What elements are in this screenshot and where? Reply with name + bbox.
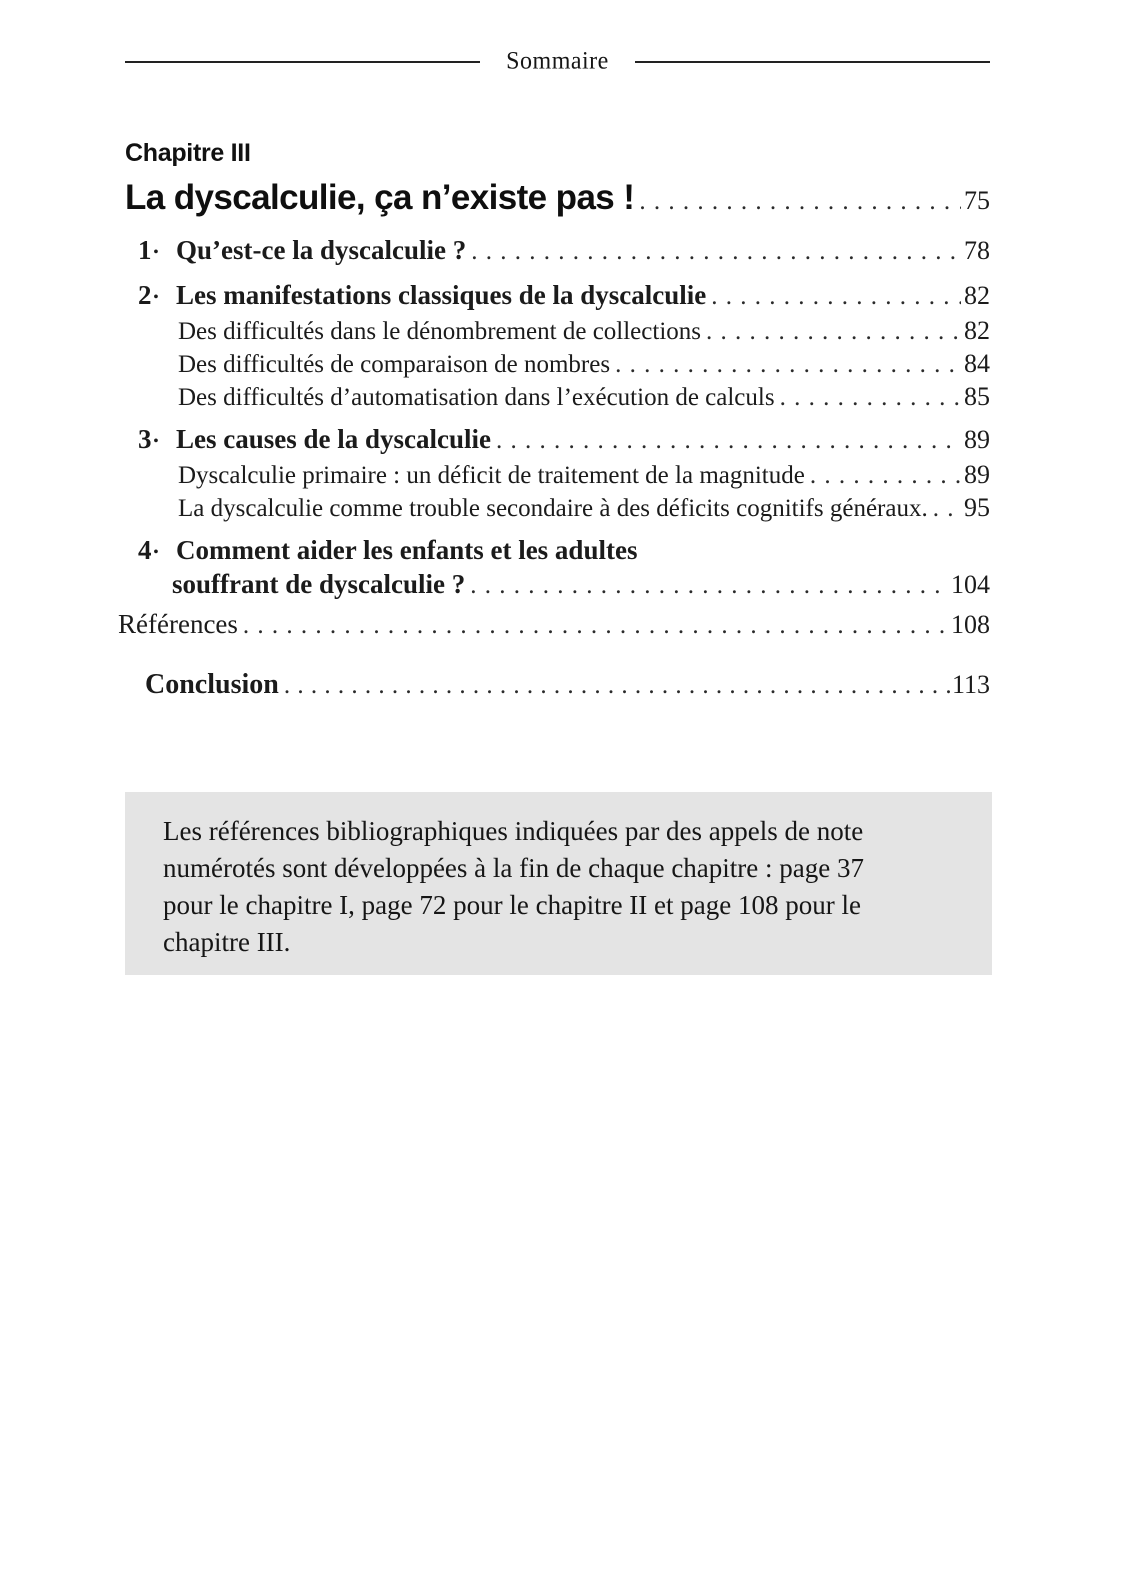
sub-label: Des difficultés de comparaison de nombres bbox=[178, 350, 611, 378]
dot-leader bbox=[470, 571, 948, 601]
sub-label: Dyscalculie primaire : un déficit de traitement de la magnitude bbox=[178, 461, 805, 489]
bullet-icon: • bbox=[153, 288, 159, 305]
chapter-title: La dyscalculie, ça n’existe pas ! bbox=[125, 178, 635, 217]
bullet-icon: • bbox=[153, 543, 159, 560]
toc-row-sub-1 bbox=[125, 315, 990, 347]
dot-leader bbox=[711, 280, 961, 313]
toc-row-section-3 bbox=[125, 423, 990, 458]
toc-row-section-2 bbox=[125, 279, 990, 314]
toc-row-references bbox=[118, 608, 990, 642]
page-number: 89 bbox=[964, 459, 990, 489]
dot-leader bbox=[706, 316, 961, 347]
toc-row-section-4-line2 bbox=[125, 569, 990, 601]
toc-row-section-4-line1 bbox=[125, 534, 990, 569]
page-number: 75 bbox=[964, 186, 990, 215]
sub-label: Des difficultés d’automatisation dans l’exécution de calculs bbox=[178, 383, 775, 411]
bullet-icon: • bbox=[153, 432, 159, 449]
dot-leader bbox=[780, 382, 961, 413]
page-header bbox=[125, 48, 990, 75]
note-line: numérotés sont développées à la fin de chaque chapitre : page 37 bbox=[163, 853, 864, 883]
dot-leader bbox=[933, 493, 961, 524]
sub-label: La dyscalculie comme trouble secondaire à des déficits cognitifs généraux. bbox=[178, 494, 928, 522]
section-number: 3 • bbox=[138, 423, 159, 454]
page-number: 78 bbox=[964, 236, 990, 265]
page-number: 85 bbox=[964, 381, 990, 411]
bullet-icon: • bbox=[153, 243, 159, 260]
table-of-contents bbox=[118, 138, 990, 703]
page-number: 108 bbox=[951, 609, 990, 639]
sub-label: Des difficultés dans le dénombrement de collections bbox=[178, 317, 701, 345]
conclusion-label: Conclusion bbox=[145, 668, 279, 700]
header-rule-right bbox=[635, 61, 990, 63]
page-number: 89 bbox=[964, 424, 990, 454]
chapter-label: Chapitre III bbox=[125, 139, 251, 167]
toc-row-sub-4 bbox=[125, 459, 990, 491]
dot-leader bbox=[471, 235, 961, 268]
page-number: 82 bbox=[964, 315, 990, 345]
note-line: Les références bibliographiques indiquées par des appels de note bbox=[163, 816, 864, 846]
section-label: Qu’est-ce la dyscalculie ? bbox=[176, 235, 467, 265]
dot-leader bbox=[284, 669, 952, 703]
toc-row-chapter-title bbox=[125, 176, 990, 224]
dot-leader bbox=[243, 609, 948, 642]
note-line: pour le chapitre I, page 72 pour le chapitre II et page 108 pour le bbox=[163, 890, 861, 920]
dot-leader bbox=[810, 460, 961, 491]
references-label: Références bbox=[118, 608, 238, 639]
toc-row-sub-3 bbox=[125, 381, 990, 413]
section-number: 4 • bbox=[138, 534, 159, 565]
page-header-title: Sommaire bbox=[506, 47, 609, 75]
toc-row-sub-5 bbox=[125, 492, 990, 524]
page-number: 113 bbox=[951, 669, 990, 699]
section-number: 1 • bbox=[138, 235, 159, 265]
page-number: 84 bbox=[964, 348, 990, 378]
page-number: 82 bbox=[964, 280, 990, 310]
dot-leader bbox=[639, 180, 961, 224]
page-number: 104 bbox=[951, 569, 990, 599]
section-number: 2 • bbox=[138, 279, 159, 310]
section-label: souffrant de dyscalculie ? bbox=[172, 568, 466, 599]
section-label: Les manifestations classiques de la dyscalculie bbox=[176, 279, 707, 310]
toc-row-section-1 bbox=[125, 234, 990, 269]
section-label: Les causes de la dyscalculie bbox=[176, 423, 491, 454]
toc-row-sub-2 bbox=[125, 348, 990, 380]
note-line: chapitre III. bbox=[163, 927, 291, 957]
section-label: Comment aider les enfants et les adultes bbox=[176, 534, 638, 565]
toc-row-conclusion bbox=[125, 668, 990, 703]
dot-leader bbox=[615, 349, 961, 380]
header-rule-left bbox=[125, 61, 480, 63]
page-number: 95 bbox=[964, 492, 990, 522]
dot-leader bbox=[496, 424, 961, 457]
references-note-box bbox=[125, 792, 992, 975]
